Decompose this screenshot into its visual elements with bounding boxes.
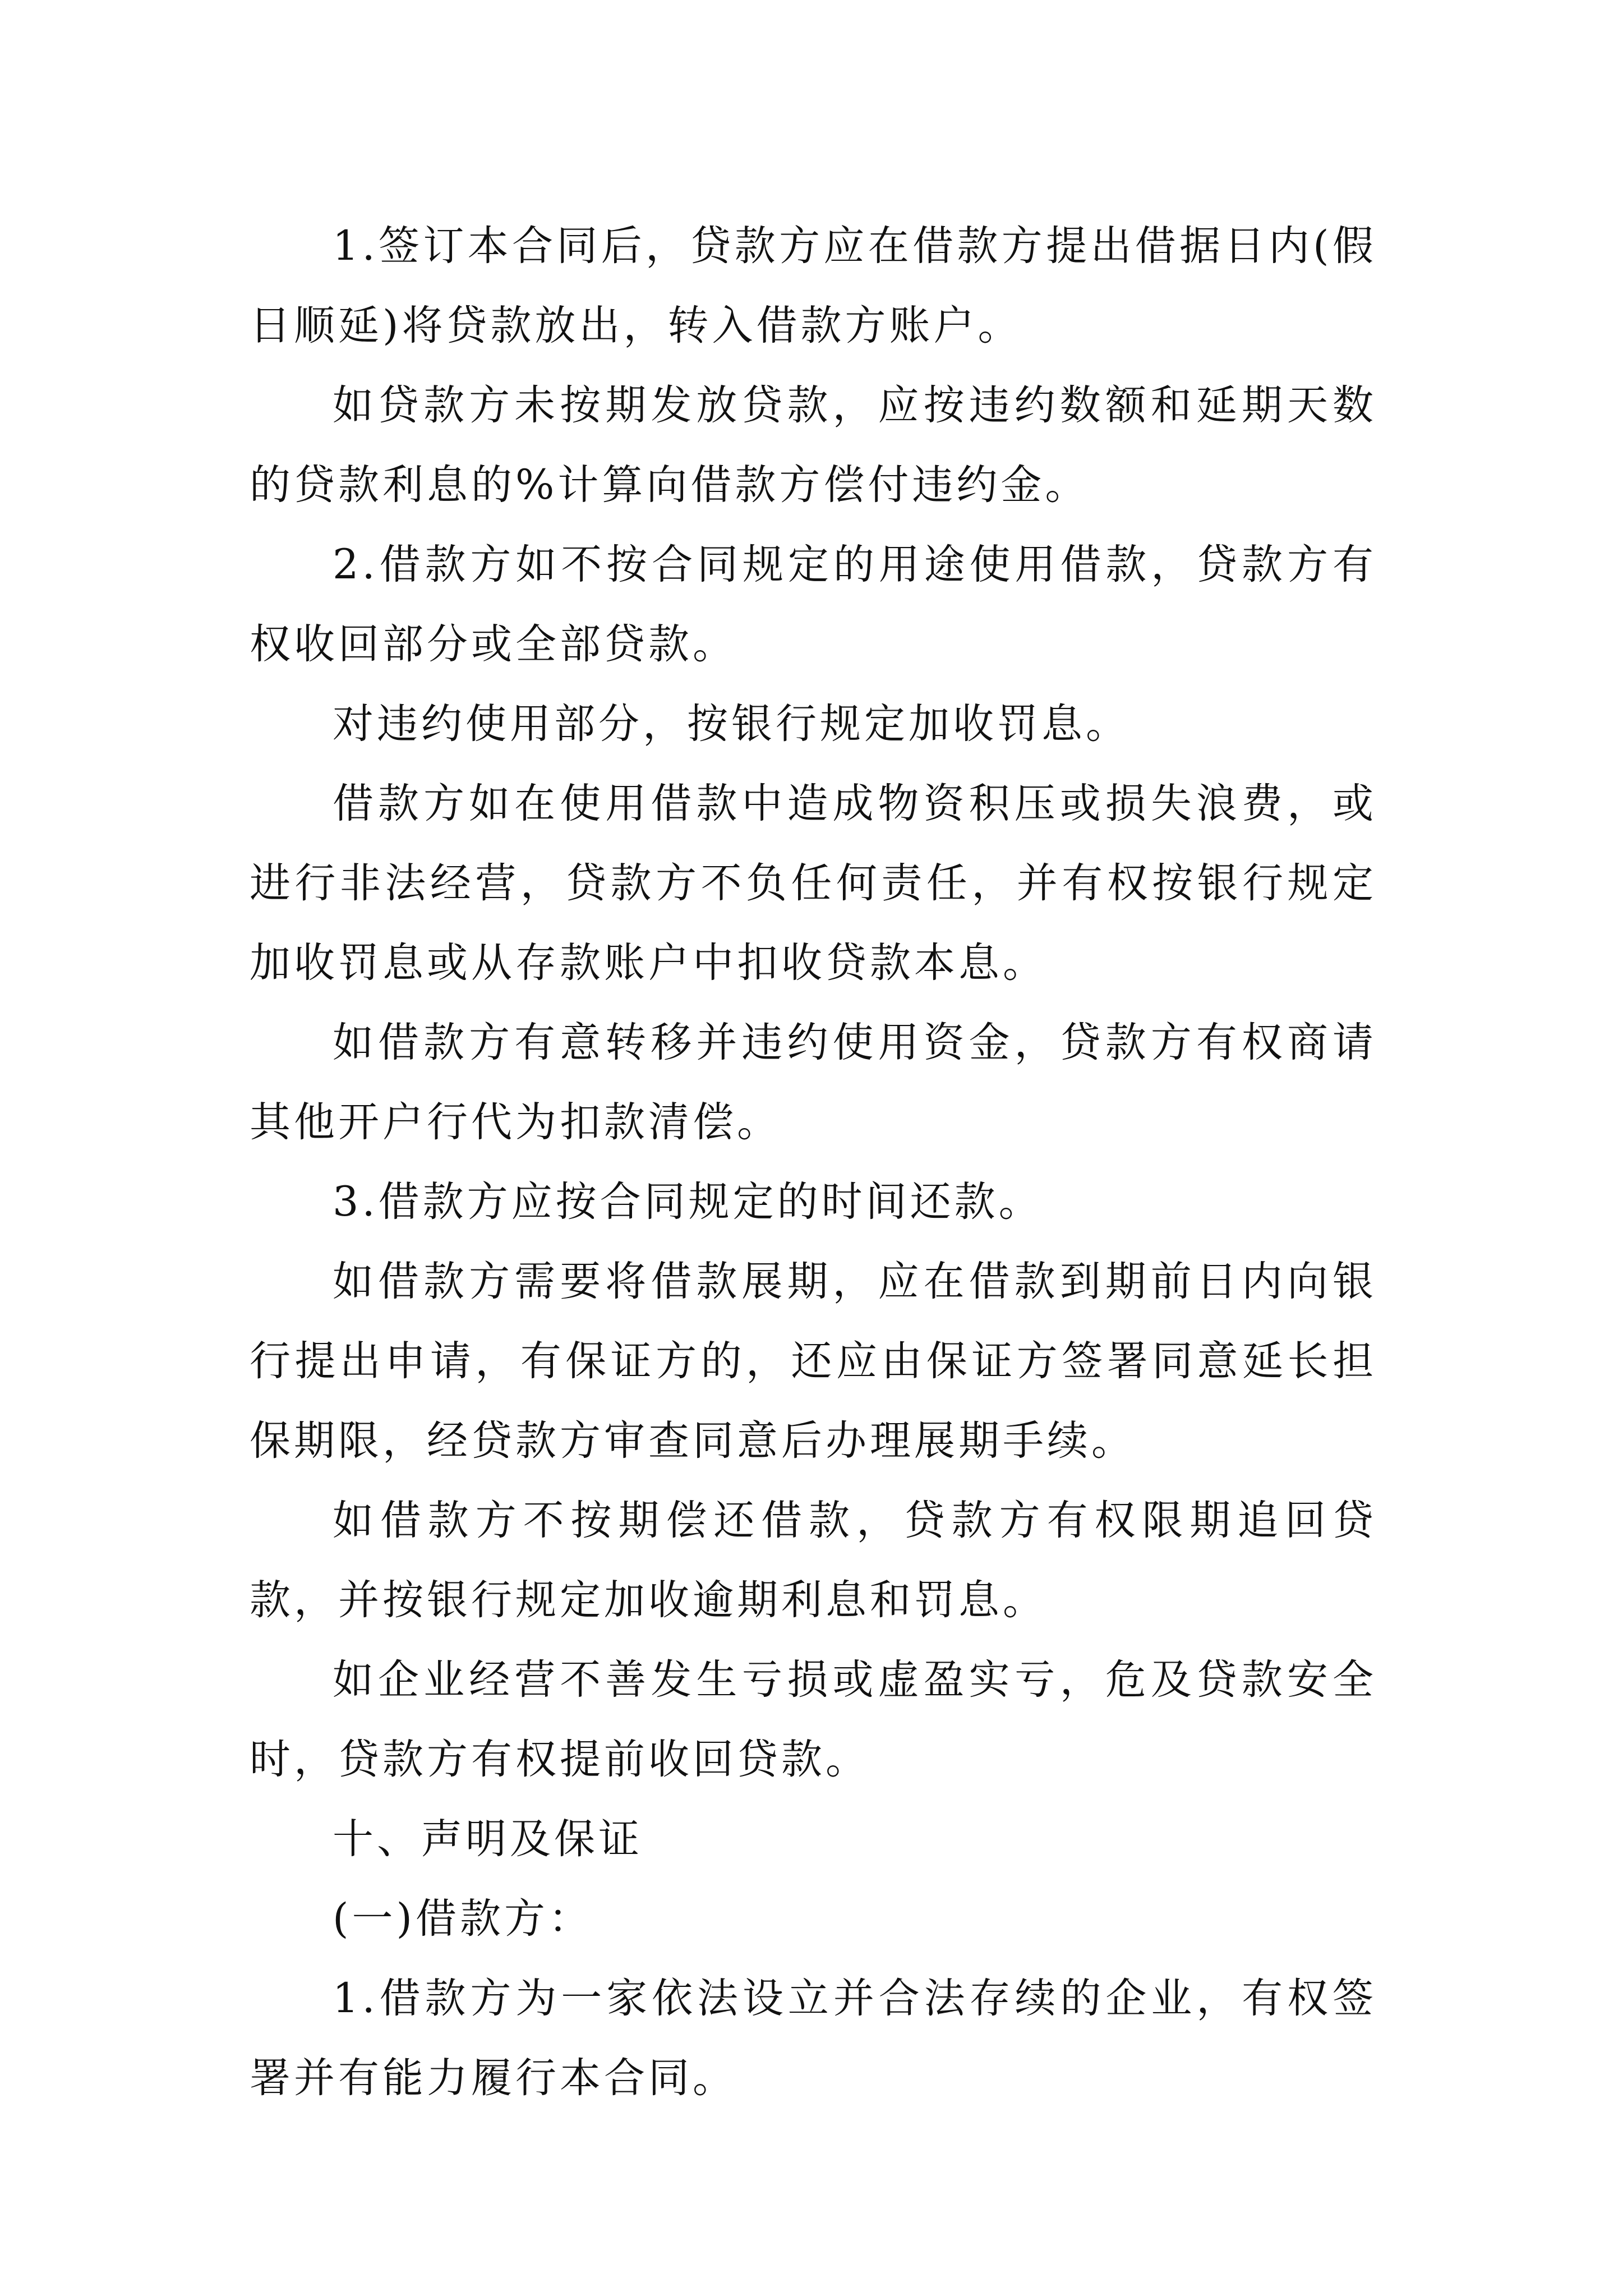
paragraph: 如借款方有意转移并违约使用资金，贷款方有权商请其他开户行代为扣款清偿。 — [250, 1019, 1377, 1146]
paragraph: 对违约使用部分，按银行规定加收罚息。 — [333, 700, 1130, 748]
paragraph: 1.借款方为一家依法设立并合法存续的企业，有权签署并有能力履行本合同。 — [250, 1975, 1377, 2102]
paragraph: 如贷款方未按期发放贷款，应按违约数额和延期天数的贷款利息的%计算向借款方偿付违约金。 — [250, 381, 1377, 509]
paragraph: 如企业经营不善发生亏损或虚盈实亏，危及贷款安全时，贷款方有权提前收回贷款。 — [250, 1656, 1377, 1783]
subsection-heading: (一)借款方： — [333, 1895, 593, 1943]
paragraph: 如借款方不按期偿还借款，贷款方有权限期追回贷款，并按银行规定加收逾期利息和罚息。 — [250, 1497, 1377, 1624]
paragraph: 1.签订本合同后，贷款方应在借款方提出借据日内(假日顺延)将贷款放出，转入借款方账户。 — [250, 222, 1377, 349]
section-heading: 十、声明及保证 — [333, 1815, 643, 1863]
paragraph: 如借款方需要将借款展期，应在借款到期前日内向银行提出申请，有保证方的，还应由保证方签署同意延长担保期限，经贷款方审查同意后办理展期手续。 — [250, 1258, 1377, 1465]
paragraph: 3.借款方应按合同规定的时间还款。 — [333, 1178, 1043, 1226]
paragraph: 2.借款方如不按合同规定的用途使用借款，贷款方有权收回部分或全部贷款。 — [250, 541, 1377, 668]
paragraph: 借款方如在使用借款中造成物资积压或损失浪费，或进行非法经营，贷款方不负任何责任，并有权按银行规定加收罚息或从存款账户中扣收贷款本息。 — [250, 780, 1377, 987]
